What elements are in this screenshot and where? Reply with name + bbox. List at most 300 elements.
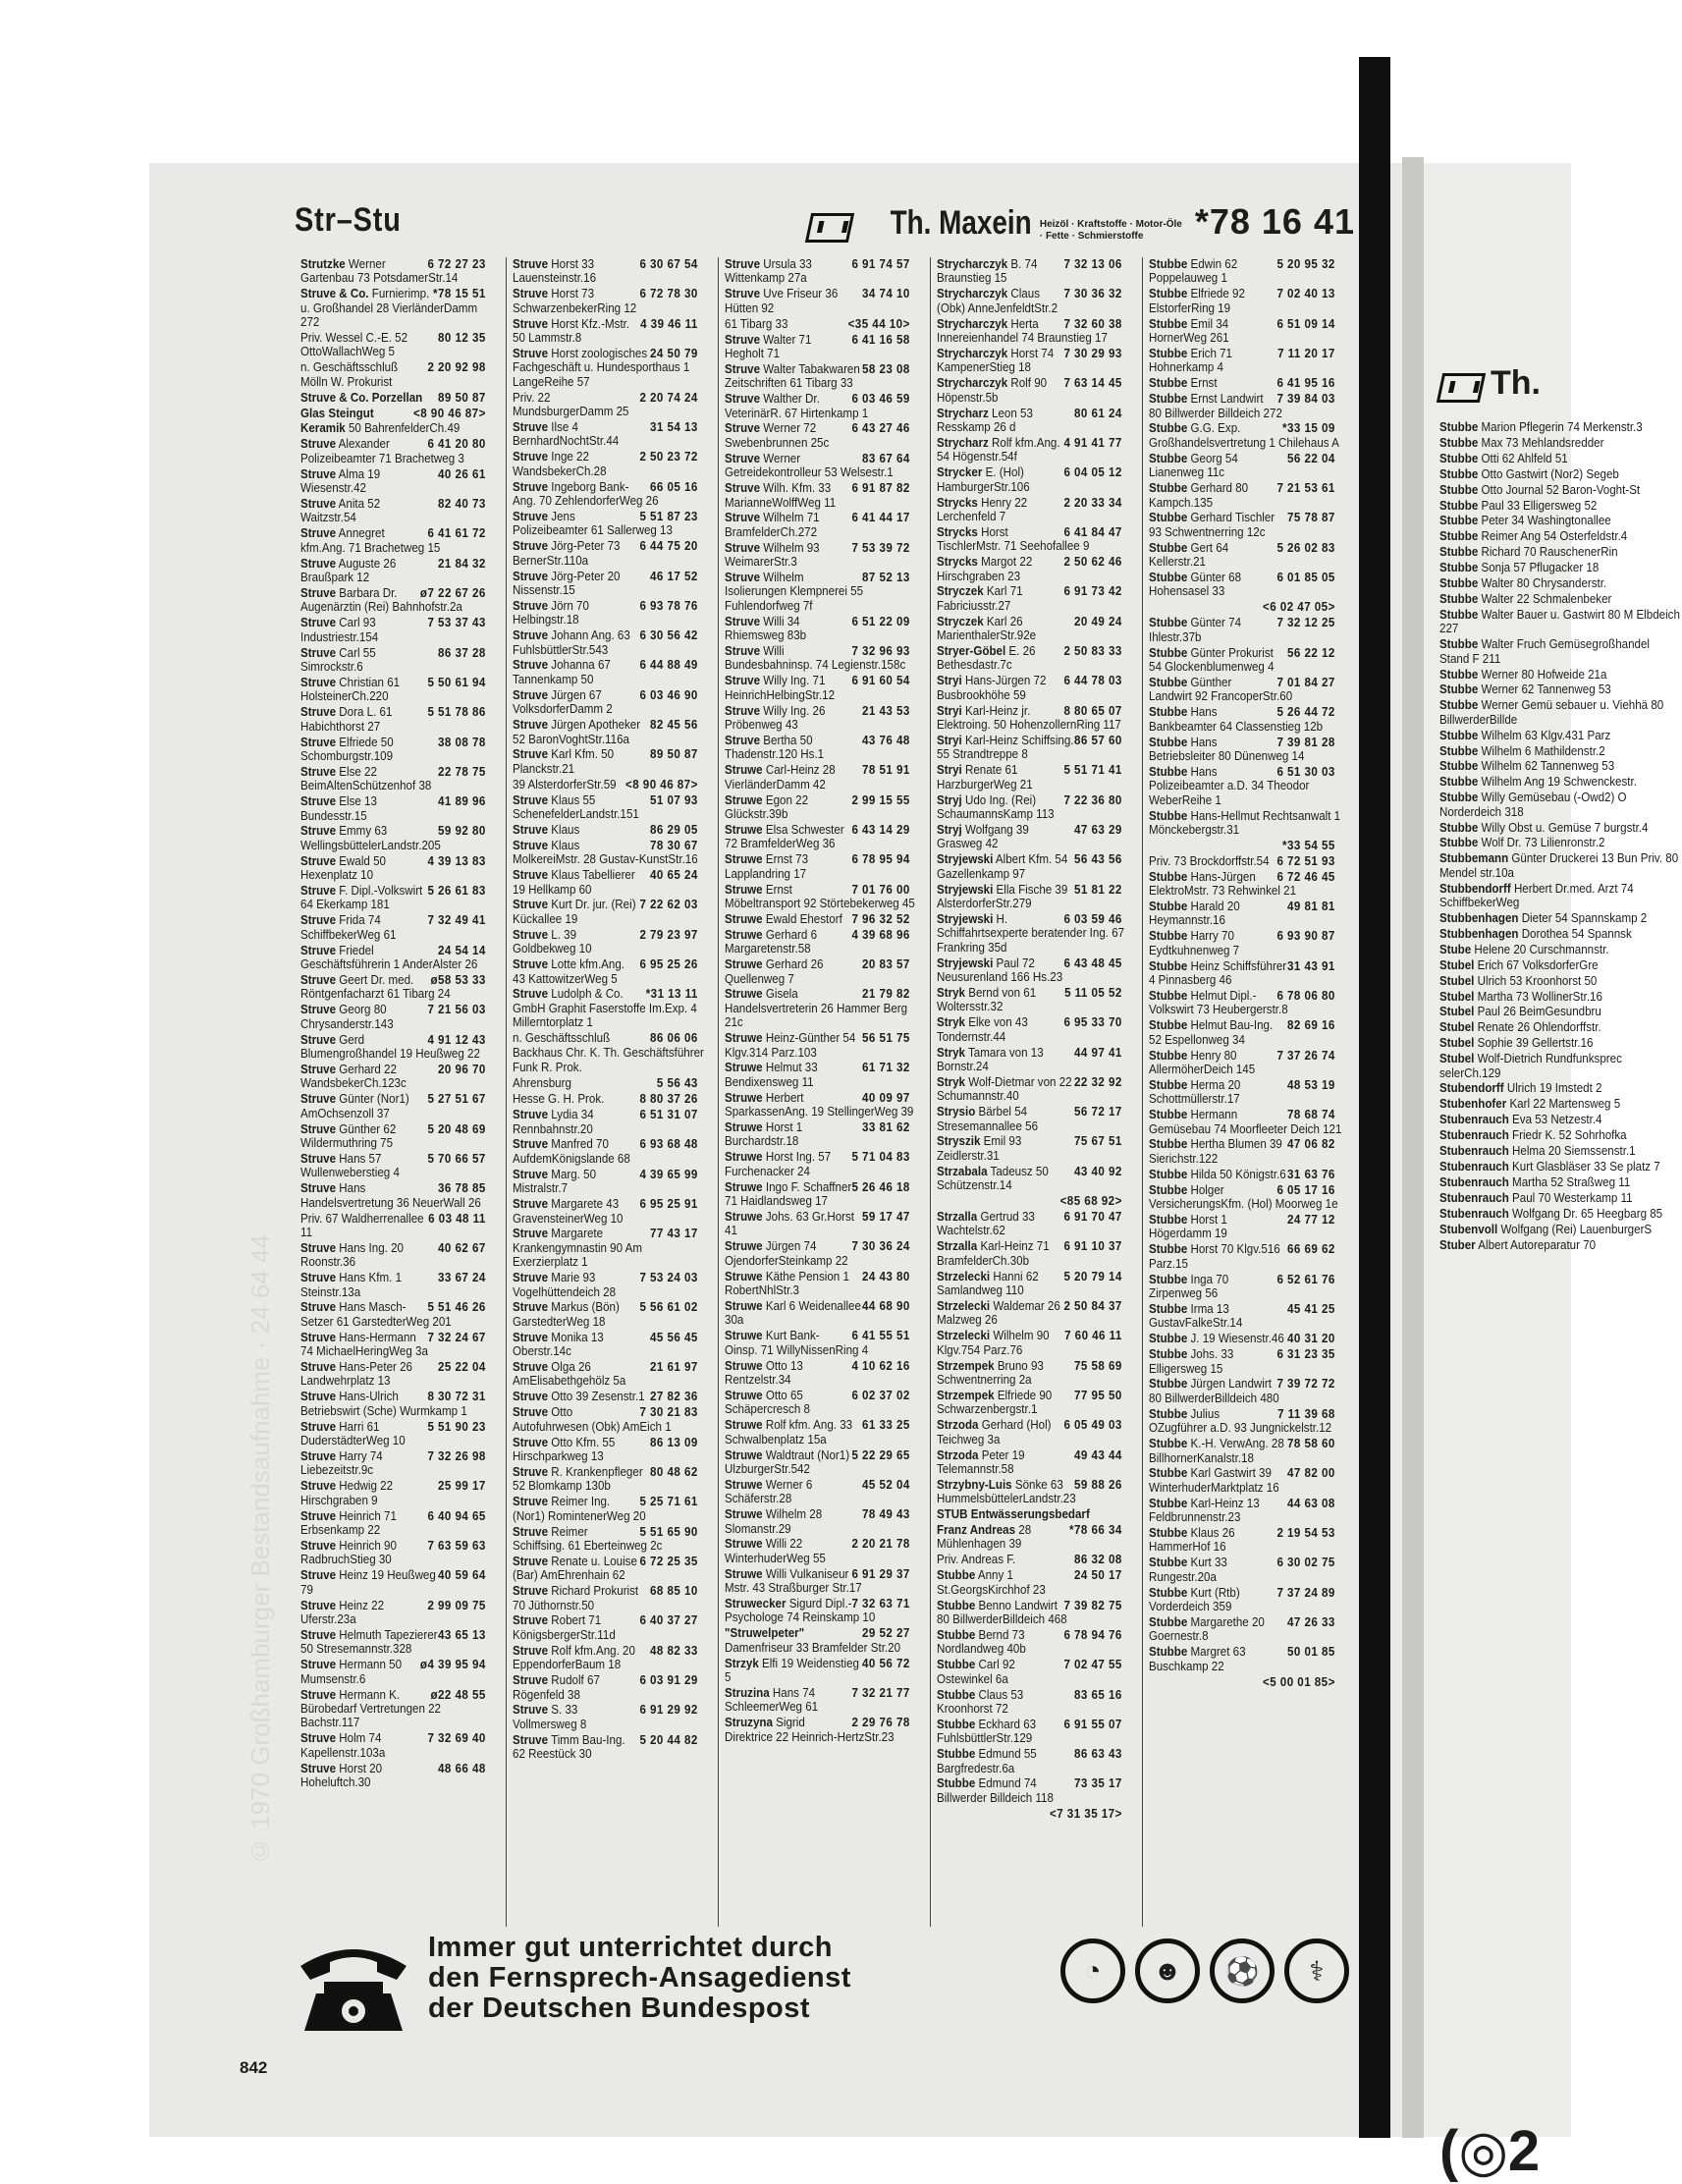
entry-name: Strycks <box>937 555 978 570</box>
listing-entry <box>725 1418 923 1447</box>
listing-entry <box>513 287 711 315</box>
entry-details: G.G. Exp. Großhandelsvertretung 1 Chilehaus A <box>1149 421 1339 450</box>
entry-name: Struve <box>513 1330 549 1344</box>
entry-name: Stubbe <box>1439 820 1479 835</box>
entry-name: Struve <box>513 509 549 523</box>
listing-entry <box>1439 990 1682 1004</box>
listing-entry <box>725 957 923 986</box>
info-icon: ☻ <box>1135 1938 1200 2003</box>
entry-details: Ulrich 19 Imstedt 2 <box>1506 1081 1602 1096</box>
entry-name: Struve <box>300 1687 337 1702</box>
entry-details: Elfriede 90 Schwarzenbergstr.1 <box>937 1388 1053 1417</box>
entry-name: Struve <box>513 1435 549 1449</box>
entry-name: Struzina <box>725 1686 770 1700</box>
listing-entry <box>300 437 499 465</box>
entry-details: Wilhelm 28 Slomanstr.29 <box>725 1507 823 1536</box>
entry-phone: 7 39 81 28 <box>1276 735 1335 749</box>
entry-name: Struve <box>725 451 761 465</box>
entry-details: Walter Bauer u. Gastwirt 80 M Elbdeich 227 <box>1439 607 1680 636</box>
entry-phone: 7 39 82 75 <box>1063 1598 1122 1612</box>
entry-phone: 6 78 06 80 <box>1276 988 1335 1003</box>
entry-phone: 6 41 55 51 <box>851 1329 910 1343</box>
listing-entry <box>725 317 923 331</box>
entry-details: Bruno 93 Schwentnerring 2a <box>937 1358 1044 1387</box>
entry-name: Stubbe <box>1149 899 1188 913</box>
entry-phone: 22 78 75 <box>438 764 486 779</box>
listing-entry <box>300 1122 499 1151</box>
entry-details: Ernst <box>1190 376 1218 391</box>
entry-name: Glas Steingut <box>300 406 374 420</box>
entry-phone: 7 30 29 93 <box>1063 346 1122 360</box>
entry-phone: 31 43 91 <box>1287 958 1335 973</box>
entry-details: Klaus Tabellierer 19 Hellkamp 60 <box>513 868 635 897</box>
entry-details: Barbara Dr. Augenärztin (Rei) Bahnhofstr.2a <box>300 585 462 615</box>
entry-phone: 43 65 13 <box>438 1627 486 1642</box>
entry-name: Strycharczyk <box>937 287 1008 301</box>
listing-entry <box>937 1210 1135 1238</box>
entry-details: Richard 70 RauschenerRin <box>1481 545 1618 560</box>
entry-phone: 6 44 88 49 <box>639 658 698 673</box>
entry-phone: 4 39 13 83 <box>427 853 486 868</box>
entry-phone: 44 63 08 <box>1287 1496 1335 1510</box>
entry-name: Struve <box>513 1584 549 1599</box>
listing-entry <box>300 944 499 972</box>
listing-entry <box>1149 929 1348 957</box>
entry-name: Stubenrauch <box>1439 1113 1509 1127</box>
entry-name: Franz Andreas <box>937 1523 1016 1538</box>
entry-details: Carl 55 Simrockstr.6 <box>300 645 376 674</box>
entry-details: Günter 74 Ihlestr.37b <box>1149 616 1242 644</box>
entry-phone: 61 33 25 <box>862 1418 910 1433</box>
entry-name: Struve <box>300 1003 337 1017</box>
entry-details: Karl-Heinz jr. Elektroing. 50 HohenzollernRing 117 <box>937 703 1121 733</box>
listing-entry <box>725 734 923 762</box>
page-number: 842 <box>240 2058 268 2077</box>
entry-name: Stubbe <box>1149 705 1188 720</box>
entry-name: Struve <box>725 511 761 525</box>
entry-phone: 7 32 12 25 <box>1276 616 1335 630</box>
entry-phone: 6 30 02 75 <box>1276 1556 1335 1570</box>
entry-name: Struve <box>300 1538 337 1553</box>
entry-details: Timm Bau-Ing. 62 Reestück 30 <box>513 1732 625 1762</box>
entry-phone: 47 82 00 <box>1287 1466 1335 1481</box>
entry-phone: 45 41 25 <box>1287 1301 1335 1316</box>
listing-entry <box>937 956 1135 985</box>
header-brand: Th. Maxein <box>890 204 1032 242</box>
entry-details: Georg 54 Lianenweg 11c <box>1149 451 1238 480</box>
entry-details: Helma 20 Siemssenstr.1 <box>1512 1144 1636 1159</box>
entry-details: Harri 61 DuderstädterWeg 10 <box>300 1419 406 1448</box>
entry-phone: <5 00 01 85> <box>1262 1674 1335 1689</box>
entry-details: Hans Kfm. 1 Steinstr.13a <box>300 1271 403 1299</box>
listing-entry <box>513 1360 711 1389</box>
entry-details: Werner 62 Tannenweg 53 <box>1481 682 1611 697</box>
entry-name: Struve <box>300 1508 337 1523</box>
entry-phone: 78 58 60 <box>1287 1437 1335 1451</box>
entry-phone: 2 19 54 53 <box>1276 1526 1335 1541</box>
entry-name: Struve <box>300 1449 337 1463</box>
entry-name: Struve <box>513 287 549 301</box>
listing-entry <box>1439 821 1682 835</box>
listing-entry <box>1149 900 1348 928</box>
entry-phone: 83 67 64 <box>862 451 910 465</box>
page-header <box>295 201 1355 241</box>
entry-name: Stubbe <box>1439 466 1479 481</box>
entry-name: Struve <box>513 1227 549 1241</box>
listing-entry <box>300 1568 499 1597</box>
listing-entry <box>1149 1466 1348 1495</box>
entry-phone: 47 26 33 <box>1287 1614 1335 1629</box>
listing-entry <box>725 883 923 911</box>
entry-name: Struve <box>300 616 337 630</box>
listing-entry <box>725 1507 923 1536</box>
listing-entry <box>1149 1407 1348 1436</box>
entry-details: Harry 70 Eydtkuhnenweg 7 <box>1149 929 1240 957</box>
entry-details: Walter Tabakwaren Zeitschriften 61 Tibarg 33 <box>725 361 860 391</box>
entry-name: Struve <box>513 479 549 494</box>
entry-name: Stubbe <box>937 1687 976 1702</box>
entry-details: Herbert SparkassenAng. 19 StellingerWeg 39 <box>725 1090 914 1119</box>
entry-details: S. 33 Vollmersweg 8 <box>513 1703 587 1731</box>
entry-phone: 5 27 51 67 <box>427 1092 486 1107</box>
entry-details: Gerhard 22 WandsbekerCh.123c <box>300 1062 407 1091</box>
entry-details: Günther 62 Wildermuthring 75 <box>300 1121 397 1150</box>
entry-details: Werner 80 Hofweide 21a <box>1481 667 1607 682</box>
entry-phone: 2 99 15 55 <box>851 792 910 807</box>
entry-name: Stubbe <box>1149 287 1188 301</box>
listing-entry <box>513 718 711 746</box>
entry-details: Lotte kfm.Ang. 43 KattowitzerWeg 5 <box>513 957 624 986</box>
listing-entry <box>725 1597 923 1625</box>
entry-details: Ewald Ehestorf <box>765 911 842 926</box>
entry-details: Wilhelm Ang 19 Schwenckestr. <box>1481 775 1637 790</box>
entry-phone: 50 01 85 <box>1287 1645 1335 1660</box>
entry-name: Struve <box>513 1390 549 1404</box>
entry-name: Stubbe <box>1149 869 1188 884</box>
listing-entry <box>1439 576 1682 590</box>
entry-name: Stubbe <box>1149 316 1188 331</box>
entry-details: E. 26 Bethesdastr.7c <box>937 644 1036 673</box>
listing-entry <box>1149 1302 1348 1331</box>
listing-entry <box>725 1686 923 1715</box>
entry-phone: 6 41 20 80 <box>427 437 486 452</box>
entry-name: Struwe <box>725 1179 763 1194</box>
entry-details: Geert Dr. med. Röntgenfacharzt 61 Tibarg 24 <box>300 973 451 1002</box>
listing-column-4 <box>931 257 1143 1927</box>
listing-entry <box>1149 1213 1348 1241</box>
listing-entry <box>725 1270 923 1298</box>
entry-name: Struve <box>300 1658 337 1672</box>
entry-phone: 86 06 06 <box>650 1031 698 1046</box>
entry-details: Marion Pflegerin 74 Merkenstr.3 <box>1481 420 1643 434</box>
listing-entry <box>1149 1137 1348 1166</box>
entry-phone: 4 39 46 11 <box>640 316 698 331</box>
entry-phone: 7 30 36 32 <box>1063 287 1122 301</box>
entry-name: Struve <box>300 526 337 541</box>
entry-details: Walter 71 Hegholt 71 <box>725 332 812 360</box>
listing-entry <box>1149 1675 1348 1689</box>
entry-name: Stryjewski <box>937 852 994 867</box>
listing-entry <box>300 1762 499 1790</box>
entry-name: Stubbe <box>1149 1242 1188 1257</box>
entry-phone: 5 26 46 18 <box>851 1179 910 1194</box>
entry-name: Stubbe <box>1149 346 1188 360</box>
entry-name: Stubbe <box>1149 421 1188 436</box>
listing-entry <box>513 628 711 657</box>
entry-name: Struve <box>300 497 337 511</box>
entry-phone: 24 50 79 <box>650 346 698 360</box>
entry-details: Wilhelm 93 WeimarerStr.3 <box>725 540 820 570</box>
entry-name: Stubbe <box>1149 675 1188 689</box>
entry-name: Struve <box>300 943 337 957</box>
entry-phone: 40 59 64 <box>438 1568 486 1583</box>
listing-entry <box>1439 561 1682 574</box>
listing-entry <box>300 421 499 435</box>
entry-details: Karl 71 Fabriciusstr.27 <box>937 584 1023 613</box>
listing-entry <box>300 1181 499 1210</box>
entry-name: Stubbe <box>1149 1301 1188 1316</box>
entry-phone: 40 62 67 <box>438 1240 486 1255</box>
entry-details: Hans Handelsvertretung 36 NeuerWall 26 <box>300 1181 481 1210</box>
entry-name: Strycharczyk <box>937 376 1008 391</box>
listing-entry <box>300 705 499 734</box>
entry-details: Monika 13 Oberstr.14c <box>513 1330 604 1359</box>
entry-name: Stubenrauch <box>1439 1174 1509 1189</box>
listing-entry <box>725 928 923 956</box>
entry-details: Karl Kfm. 50 Planckstr.21 <box>513 747 615 776</box>
entry-phone: 80 61 24 <box>1074 406 1122 420</box>
entry-details: Herta Innereienhandel 74 Braunstieg 17 <box>937 316 1108 346</box>
entry-phone: 6 43 14 29 <box>851 822 910 837</box>
listing-entry <box>725 823 923 851</box>
entry-name: Stubbe <box>1149 929 1188 944</box>
entry-details: Gertrud 33 Wachtelstr.62 <box>937 1210 1035 1238</box>
entry-phone: 21 84 32 <box>438 556 486 571</box>
entry-phone: 21 43 53 <box>862 703 910 718</box>
listing-entry <box>300 824 499 852</box>
listing-entry <box>513 599 711 628</box>
entry-phone: 4 91 41 77 <box>1063 435 1122 450</box>
next-page-ad-fragment: (◎2 <box>1439 2119 1541 2183</box>
entry-name: Stubbe <box>1149 1213 1188 1227</box>
entry-details: Reimer Ang 54 Osterfeldstr.4 <box>1481 529 1628 544</box>
entry-name: Strycharczyk <box>937 346 1008 360</box>
listing-entry <box>1149 1273 1348 1301</box>
entry-details: Friedr K. 52 Sohrhofka <box>1512 1128 1627 1143</box>
next-page-brand: Th. <box>1491 364 1541 402</box>
entry-name: Stubbe <box>937 1568 976 1583</box>
entry-phone: 8 30 72 31 <box>427 1390 486 1404</box>
entry-name: Strycharz <box>937 435 989 450</box>
entry-phone: 6 41 84 47 <box>1063 524 1122 539</box>
entry-details: Werner Gemü sebauer u. Viehhä 80 BillwerderBillde <box>1439 698 1664 727</box>
entry-phone: 6 03 46 59 <box>851 392 910 407</box>
listing-entry <box>300 1628 499 1657</box>
entry-name: Struve <box>725 257 761 271</box>
entry-name: Struve <box>513 539 549 554</box>
entry-name: Struwe <box>725 927 763 942</box>
entry-details: Priv. Wessel C.-E. 52 OttoWallachWeg 5 <box>300 331 408 359</box>
entry-phone: 86 63 43 <box>1074 1747 1122 1762</box>
entry-phone: 7 63 59 63 <box>427 1538 486 1553</box>
entry-details: Klaus <box>551 822 580 837</box>
entry-name: Strzalla <box>937 1210 978 1224</box>
entry-details: Horst 74 KampenerStieg 18 <box>937 346 1055 375</box>
listing-entry <box>937 1807 1135 1821</box>
entry-phone: 89 50 87 <box>438 390 486 405</box>
entry-name: Strzoda <box>937 1447 979 1462</box>
entry-details: Renate 26 Ohlendorffstr. <box>1477 1020 1601 1035</box>
entry-name: Struve <box>513 1554 549 1568</box>
entry-phone: 24 43 80 <box>862 1269 910 1283</box>
entry-phone: 7 01 84 27 <box>1276 675 1335 689</box>
entry-details: Hermann 50 Mumsenstr.6 <box>300 1658 403 1686</box>
entry-phone: 6 43 27 46 <box>851 421 910 436</box>
advert-line-2: den Fernsprech-Ansagedienst <box>428 1962 851 1993</box>
entry-name: Stubbenhagen <box>1439 911 1519 925</box>
entry-phone: 6 72 27 23 <box>427 257 486 271</box>
entry-name: Struve <box>513 257 549 271</box>
entry-name: Struve <box>300 1627 337 1642</box>
listing-entry <box>1149 1645 1348 1673</box>
entry-name: Struve <box>300 645 337 660</box>
entry-details: Willi 22 WinterhuderWeg 55 <box>725 1537 826 1565</box>
entry-details: Erich 67 VolksdorferGre <box>1477 957 1599 972</box>
listing-entry <box>513 1390 711 1403</box>
entry-phone: 6 41 61 72 <box>427 526 486 541</box>
entry-name: Strycharczyk <box>937 257 1008 271</box>
entry-details: Wolfgang 39 Grasweg 42 <box>937 822 1029 851</box>
listing-entry <box>1149 989 1348 1017</box>
listing-entry <box>300 391 499 405</box>
entry-name: Stubbe <box>1439 561 1479 575</box>
listing-entry <box>1439 514 1682 527</box>
entry-name: Stubbe <box>1149 481 1188 496</box>
entry-phone: 75 67 51 <box>1074 1134 1122 1149</box>
entry-phone: 80 12 35 <box>438 331 486 346</box>
entry-phone: 7 32 96 93 <box>851 644 910 659</box>
entry-name: Stubbe <box>1149 376 1188 391</box>
entry-phone: 5 26 02 83 <box>1276 540 1335 555</box>
entry-name: Stubel <box>1439 1005 1475 1019</box>
entry-phone: 7 32 26 98 <box>427 1449 486 1463</box>
listing-entry <box>513 1227 711 1269</box>
entry-phone: 6 95 25 91 <box>639 1197 698 1212</box>
entry-phone: 6 91 74 57 <box>851 257 910 271</box>
entry-phone: 7 32 63 71 <box>851 1597 910 1611</box>
listing-entry <box>513 1331 711 1359</box>
entry-details: Reimer Schiffsing. 61 Eberteinweg 2c <box>513 1524 663 1553</box>
entry-name: Stubbe <box>1149 1332 1188 1346</box>
listing-entry <box>300 794 499 823</box>
listing-entry <box>1149 1168 1348 1181</box>
listing-entry <box>725 1031 923 1060</box>
entry-name: Struve <box>513 868 549 883</box>
entry-details: Wolf Dr. 73 Lilienronstr.2 <box>1481 836 1605 850</box>
entry-details: Heinz 19 Heußweg 79 <box>300 1568 436 1597</box>
listing-entry <box>513 1525 711 1554</box>
listing-entry <box>1149 870 1348 899</box>
entry-details: Anny 1 St.GeorgsKirchhof 23 <box>937 1568 1046 1597</box>
entry-name: Struve <box>300 853 337 868</box>
entry-details: Else 22 BeimAltenSchützenhof 38 <box>300 764 432 793</box>
listing-entry <box>1439 851 1682 880</box>
entry-details: Johs. 63 Gr.Horst 41 <box>725 1210 855 1238</box>
entry-phone: <85 68 92> <box>1059 1194 1122 1209</box>
listing-entry <box>937 407 1135 435</box>
entry-phone: 5 20 95 32 <box>1276 257 1335 271</box>
entry-phone: 7 21 53 61 <box>1276 481 1335 496</box>
entry-phone: 7 22 36 80 <box>1063 792 1122 807</box>
listing-entry <box>513 347 711 389</box>
listing-entry <box>725 1716 923 1744</box>
entry-name: Stubbe <box>1439 759 1479 774</box>
entry-details: Frida 74 SchiffbekerWeg 61 <box>300 913 397 942</box>
entry-name: Stubbe <box>937 1627 976 1642</box>
listing-entry <box>1439 911 1682 925</box>
entry-name: Strycharz <box>937 406 989 420</box>
listing-entry <box>725 793 923 822</box>
listing-entry <box>300 1599 499 1627</box>
listing-entry <box>1149 600 1348 614</box>
entry-phone: 4 39 68 96 <box>851 927 910 942</box>
entry-name: Stubbe <box>1149 1556 1188 1570</box>
entry-name: Stube <box>1439 942 1472 956</box>
entry-phone: *31 13 11 <box>645 987 698 1002</box>
entry-phone: 51 81 22 <box>1074 882 1122 897</box>
entry-details: Heinz Schiffsführer 4 Pinnasberg 46 <box>1149 958 1287 987</box>
entry-phone: 89 50 87 <box>650 747 698 762</box>
listing-entry <box>300 616 499 644</box>
entry-name: Struve <box>300 1092 337 1107</box>
listing-entry <box>937 1046 1135 1074</box>
entry-phone: 6 91 29 37 <box>851 1566 910 1581</box>
entry-name: Struwe <box>725 1329 763 1343</box>
entry-name: Stubbe <box>1149 808 1188 823</box>
listing-entry <box>1439 436 1682 450</box>
entry-phone: 20 49 24 <box>1074 614 1122 628</box>
entry-phone: 33 81 62 <box>862 1120 910 1135</box>
entry-phone: 2 20 92 98 <box>427 360 486 375</box>
entry-details: n. Geschäftsschluß Backhaus Chr. K. Th. Geschäftsführer <box>513 1031 704 1060</box>
listing-entry <box>300 331 499 359</box>
entry-name: Stubbe <box>1149 392 1188 407</box>
listing-entry <box>937 555 1135 583</box>
entry-phone: <6 02 47 05> <box>1262 600 1335 615</box>
listing-entry <box>725 1091 923 1119</box>
entry-details: Jörg-Peter 73 BernerStr.110a <box>513 539 621 568</box>
entry-details: Waldemar 26 Malzweg 26 <box>937 1298 1060 1328</box>
entry-phone: *78 66 34 <box>1069 1523 1122 1538</box>
entry-phone: 77 43 17 <box>650 1227 698 1241</box>
entry-name: Struwe <box>725 1239 763 1254</box>
clock-icon: ◔ <box>1060 1938 1125 2003</box>
entry-details: Karl 26 MarienthalerStr.92e <box>937 614 1037 643</box>
entry-phone: 8 80 65 07 <box>1063 703 1122 718</box>
entry-details: Margot 22 Hirschgraben 23 <box>937 555 1033 583</box>
entry-phone: ø58 53 33 <box>430 973 486 987</box>
listing-entry <box>513 1673 711 1702</box>
entry-name: Stubendorff <box>1439 1081 1504 1096</box>
entry-phone: 5 70 66 57 <box>427 1151 486 1166</box>
listing-entry <box>513 928 711 956</box>
entry-details: Manfred 70 AufdemKönigslande 68 <box>513 1137 630 1166</box>
entry-phone: 33 67 24 <box>438 1271 486 1285</box>
entry-details: Friedel Geschäftsführerin 1 AnderAlster 26 <box>300 943 478 972</box>
entry-phone: 82 69 16 <box>1287 1018 1335 1033</box>
entry-name: Struwe <box>725 822 763 837</box>
entry-details: Marg. 50 Mistralstr.7 <box>513 1167 597 1196</box>
